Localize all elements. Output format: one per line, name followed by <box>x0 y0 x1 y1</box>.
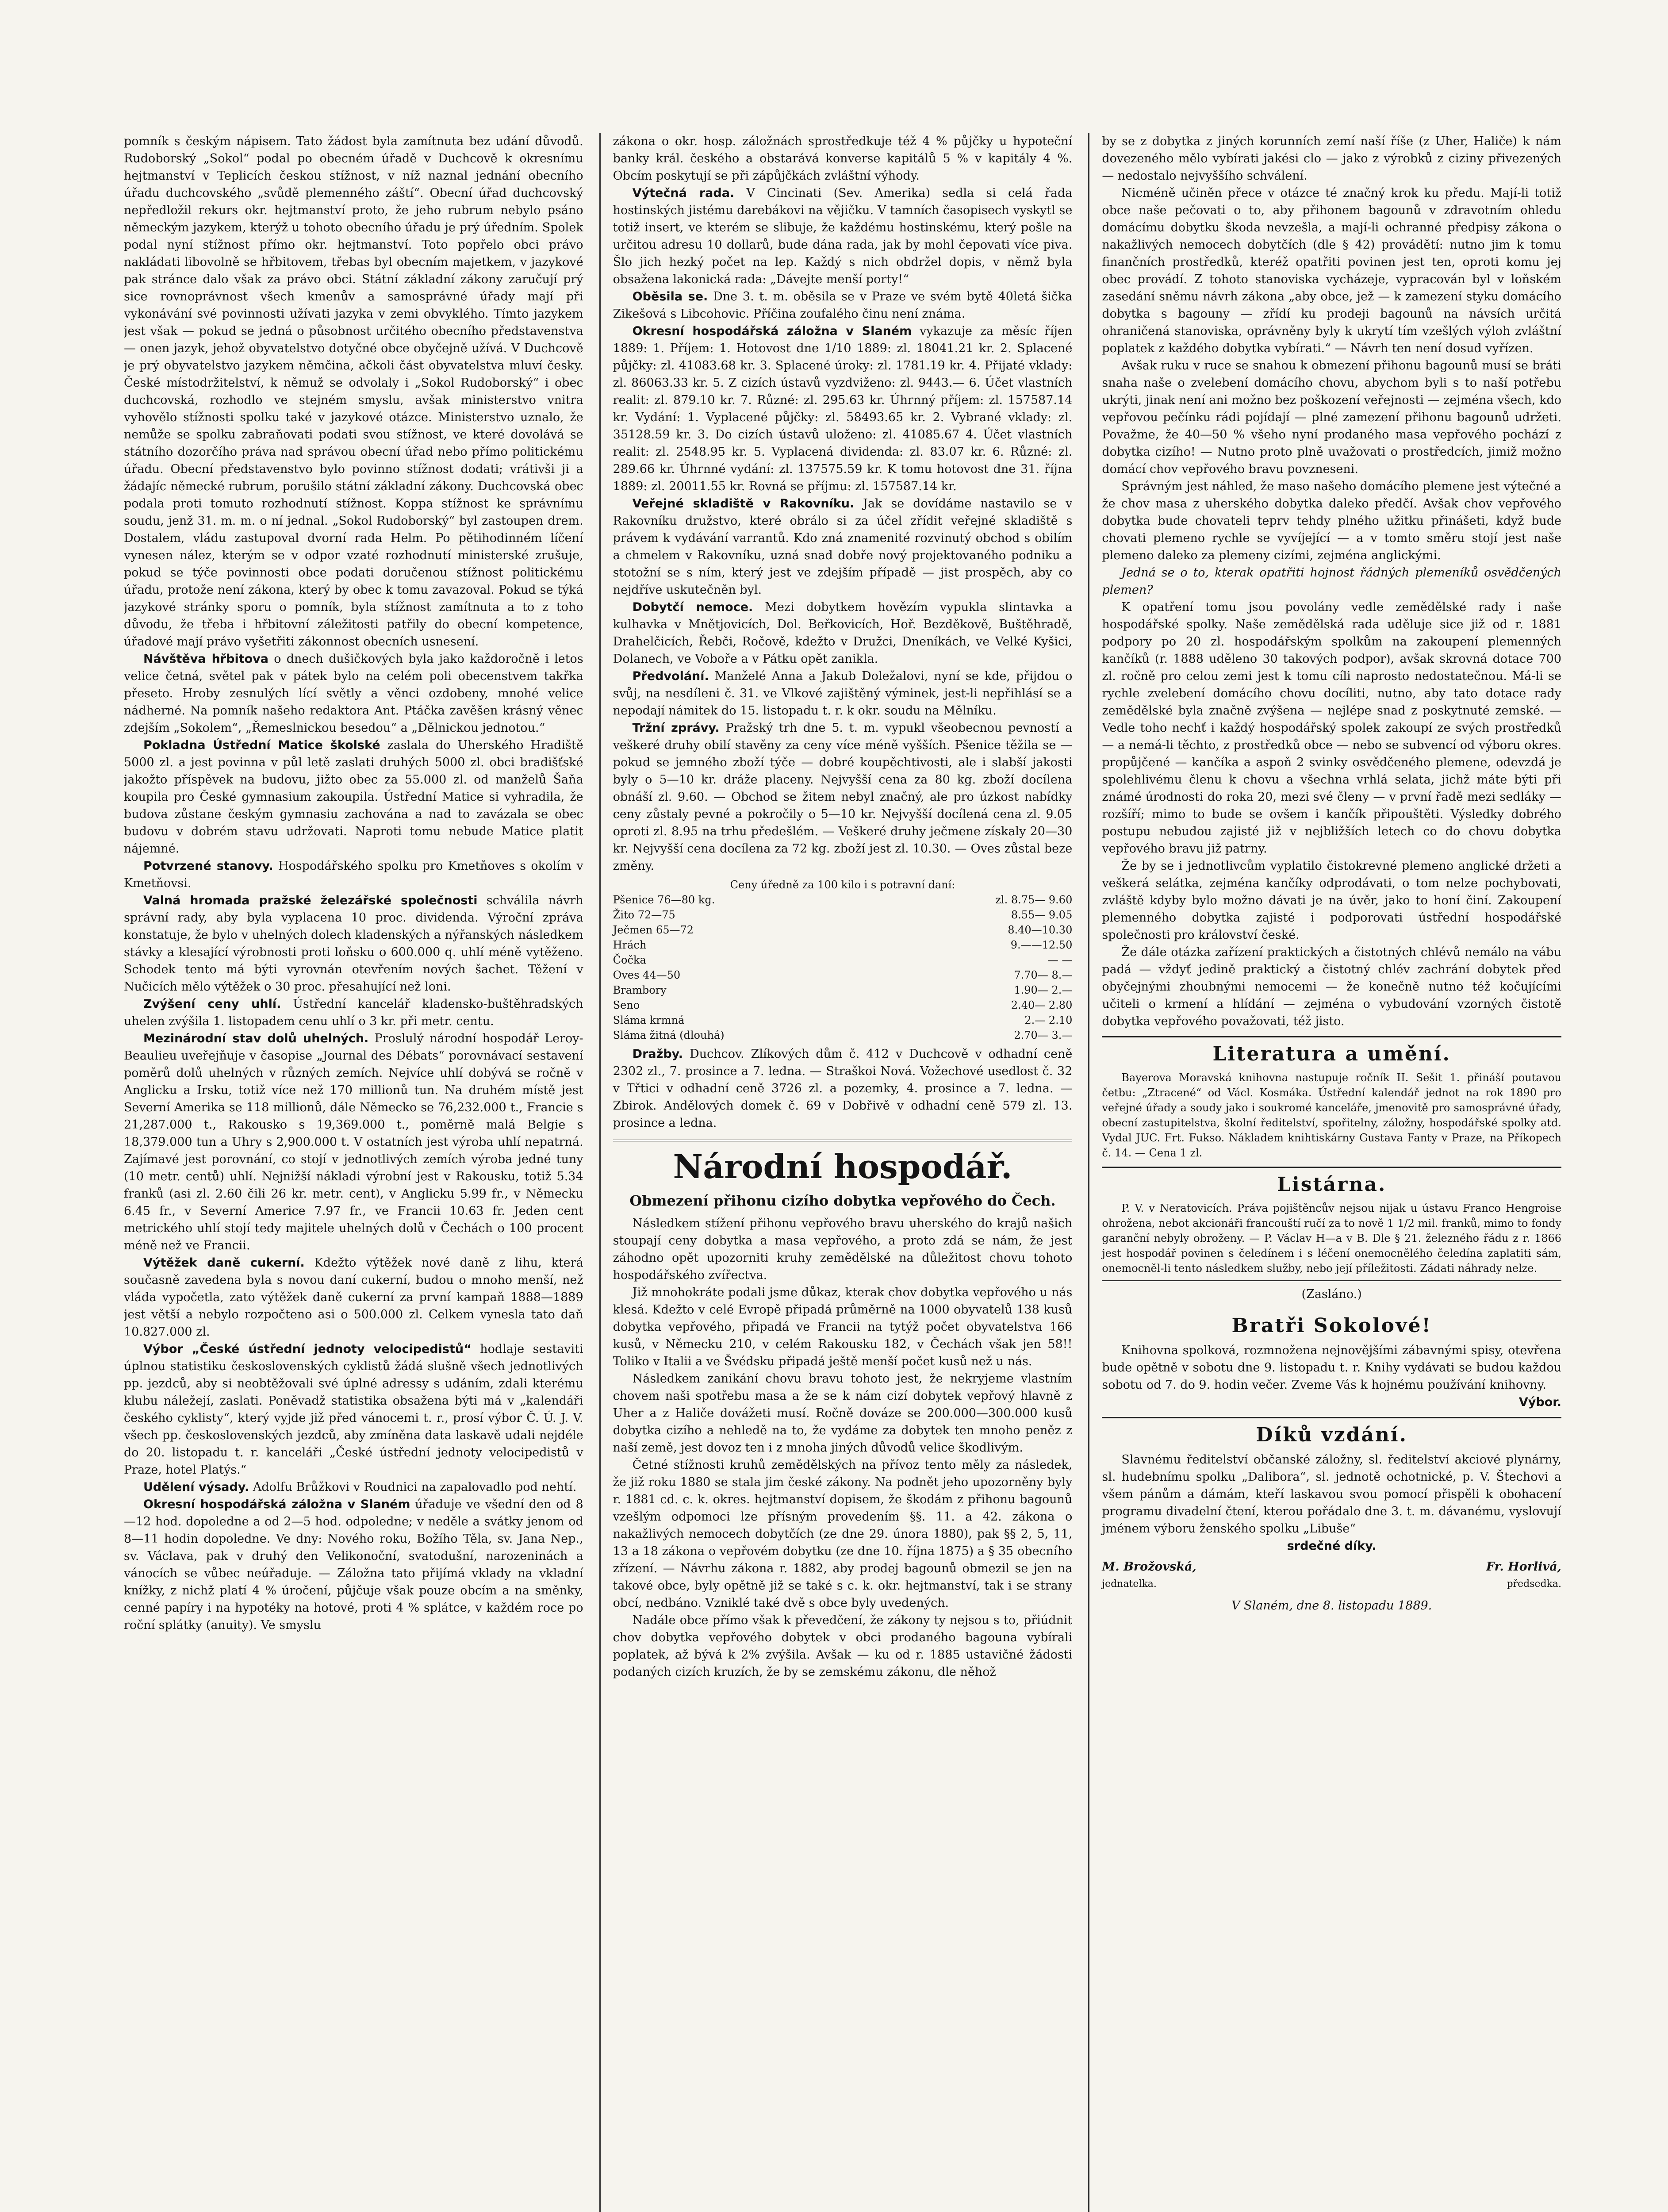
news-item <box>124 1479 583 1496</box>
article-paragraph: Následkem zanikání chovu bravu tohoto jest, že nekryjeme vlastním chovem naši spotřebu masa a že se k nám cizí dobytek vepřový hlavně z Uher a z Haliče dovážeti musí. Ročně dováze se 200.000—300.000 kusů dobytka cizího a nehledě na to, že vydáme za dobytek ten mnoho peněz z naší země, jest dovoz ten i z mnoha jiných důvodů velice škodlivým. <box>613 1372 1073 1455</box>
signature-right <box>1486 1558 1561 1593</box>
news-text: Proslulý národní hospodář Leroy-Beaulieu uveřejňuje v časopise „Journal des Débats“ porovnávací sestavení poměrů dolů uhelných v různých zemích. Nejvíce uhlí dobývá se ročně v Anglicku a Irsku, totiž více než 170 millionů tun. Na druhém místě jest Severní Amerika se 118 millionů, dále Německo se 76,232.000 t., Francie s 21,287.000 t., Rakousko s 19,369.000 t., poměrně malá Belgie s 18,379.000 tun a Uhry s 2,900.000 t. V ostatních jest výroba uhlí nepatrná. Zajímavé jest porovnání, co stojí v jednotlivých zemích výroba jedné tuny (10 metr. centů) uhlí. Nejnižší nákladi výrobní jest v Rakousku, totiž 5.34 franků (asi zl. 2.60 čili 26 kr. metr. cent), v Anglicku 5.99 fr., v Německu 6.45 fr., v Severní Americe 7.97 fr., ve Francii 10.63 fr. Jeden cent metrického uhlí stojí tedy majitele uhelných dolů v Čechách o 100 procent méně než ve Francii. <box>124 1032 583 1252</box>
signature-name: Fr. Horlivá, <box>1486 1560 1562 1574</box>
news-heading: Okresní hospodářská záložna v Slaném <box>143 1498 410 1511</box>
section-title-letters: Listárna. <box>1102 1167 1561 1198</box>
dateline: V Slaném, dne 8. listopadu 1889. <box>1231 1599 1432 1613</box>
price-value: zl. 8.75— 9.60 <box>995 894 1073 906</box>
price-item: Čočka <box>613 954 646 966</box>
news-text: Hospodářského spolku pro Kmetňoves s okolím v Kmetňovsi. <box>124 859 583 890</box>
news-item <box>124 1254 583 1340</box>
news-heading: Dobytčí nemoce. <box>632 600 753 614</box>
price-table-title: Ceny úředně za 100 kilo i s potravní daní: <box>730 879 955 891</box>
news-text: V Cincinati (Sev. Amerika) sedla si celá řada hostinských jistému darebákovi na vějičku. V tamních časopisech vyskytl se totiž insert, ve kterém se slibuje, že každému hostinskému, který pošle na určitou adresu 10 dollarů, bude dána rada, jak by mohl čepovati více piva. Šlo jich hezký počet na lep. Každý s nich obdržel dopis, v němž byla obsažena lakonická rada: „Dávejte menší porty!“ <box>613 186 1073 286</box>
article-paragraph: Správným jest náhled, že maso našeho domácího plemene jest výtečné a že chov masa z uherského dobytka daleko předčí. Avšak chov vepřového dobytka bude chovateli teprv tehdy plného užitku přinášeti, když bude chovati plemeno rychle se vyvíjející — a v tomto směru stojí jest naše plemeno daleko za plemeny cizími, zejména anglickými. <box>1102 480 1562 562</box>
news-item <box>124 1340 583 1479</box>
price-item: Sláma žitná (dlouhá) <box>613 1029 725 1041</box>
price-value: 2.40— 2.80 <box>1011 999 1073 1011</box>
column-2 <box>599 133 1073 2212</box>
news-heading: Předvolání. <box>632 669 709 683</box>
thanks-closing: srdečné díky. <box>1287 1539 1377 1553</box>
price-value: 8.55— 9.05 <box>1011 909 1073 921</box>
sokol-text: Knihovna spolková, rozmnožena nejnovějšími zábavnými spisy, otevřena bude opětně v sobotu dne 9. listopadu t. r. Knihy vydávati se budou každou sobotu od 7. do 9. hodin večer. Zveme Vás k hojnému používání knihovny. <box>1102 1344 1562 1392</box>
news-text: Mezi dobytkem hovězím vypukla slintavka a kulhavka v Mnětjovicích, Dol. Beřkovicích, Hoř. Bezděkově, Buštěhradě, Drahelčicích, Řebči, Ročově, kdežto v Družci, Dneníkách, ve Velké Kyšici, Dolanech, ve Voboře a v Pátku opět zanikla. <box>613 600 1073 666</box>
signature-name: M. Brožovská, <box>1102 1560 1196 1574</box>
news-text: úřaduje ve všední den od 8—12 hod. dopoledne a od 2—5 hod. odpoledne; v neděle a svátky jenom od 8—11 hodin dopoledne. Ve dny: Nového roku, Božího Těla, sv. Jana Nep., sv. Václava, pak v druhý den Velikonoční, svatodušní, narozeninách a vánocích se vůbec neúřaduje. — Záložna tato přijímá vklady na vkladní knížky, z nichž platí 4 % úročení, půjčuje však pouze obcím a na směnky, cenné papíry i na hypotéky na hotové, proti 4 % splátce, v každém roce po roční splátky (anuity). Ve smyslu <box>124 1498 583 1632</box>
committee-signature: Výbor. <box>1518 1395 1562 1409</box>
price-item: Pšenice 76—80 kg. <box>613 894 715 906</box>
news-heading: Valná hromada pražské železářské společnosti <box>143 894 478 907</box>
article-paragraph: Následkem stížení přihonu vepřového bravu uherského do krajů našich stoupají ceny dobytka a masa vepřového, a proto zdá se nám, že jest záhodno opět upozorniti kruhy zemědělské na důležitost chovu tohoto hospodářského zvířectva. <box>613 1217 1073 1282</box>
news-heading: Udělení výsady. <box>143 1480 249 1494</box>
price-row <box>613 1013 1073 1028</box>
news-text: vykazuje za měsíc říjen 1889: 1. Příjem: 1. Hotovost dne 1/10 1889: zl. 18041.21 kr. 2. Splacené půjčky: zl. 41083.68 kr. 3. Splacené úroky: zl. 1781.19 kr. 4. Přijaté vklady: zl. 86063.33 kr. 5. Z cizích ústavů vyzdviženo: zl. 9443.— 6. Účet vlastních realit: zl. 879.10 kr. 7. Různé: zl. 295.63 kr. Úhrnný příjem: zl. 157587.14 kr. Vydání: 1. Vyplacené půjčky: zl. 58493.65 kr. 2. Vybrané vklady: zl. 35128.59 kr. 3. Do cizích ústavů uloženo: zl. 41085.67 4. Účet vlastních realit: zl. 2548.95 kr. 5. Vyplacená dividenda: zl. 83.07 kr. 6. Různé: zl. 289.66 kr. Úhrnné vydání: zl. 137575.59 kr. K tomu hotovost dne 31. října 1889: zl. 20011.55 kr. Rovná se příjmu: zl. 157587.14 kr. <box>613 324 1073 493</box>
article-subtitle: Obmezení přihonu cizího dobytka vepřového do Čech. <box>629 1192 1056 1209</box>
article-text: zákona o okr. hosp. záložnách sprostředkuje též 4 % půjčky u hypoteční banky král. českého a obstarává konverse kapitálů 5 % v kapitály 4 %. Obcím poskytují se při zápůjčkách zvláštní výhody. <box>613 134 1073 183</box>
price-item: Žito 72—75 <box>613 909 675 921</box>
signature-role: jednatelka. <box>1102 1578 1157 1590</box>
price-value: 2.— 2.10 <box>1024 1014 1073 1026</box>
news-item <box>613 719 1073 875</box>
divider <box>1102 1280 1561 1281</box>
news-heading: Zvýšení ceny uhlí. <box>143 997 281 1011</box>
news-heading: Výtečná rada. <box>632 186 735 200</box>
article-paragraph: Četné stížnosti kruhů zemědělských na přívoz tento měly za následek, že již roku 1880 se stala jim české zákony. Na podnět jeho upozorněny byly r. 1881 cd. c. k. okres. hejtmanství dopisem, že škodám z přihonu bagounů vzešlým odpomoci lze přísným provedením §§. 11. a 42. zákona o nakažlivých nemocech dobytčích (ze dne 29. února 1880), pak §§ 2, 5, 11, 13 a 18 zákona o vepřovém dobytku (ze dne 10. října 1875) a § 35 obecního zřízení. — Návrhu zákona r. 1882, aby prodej bagounů obmezil se jen na takové obce, byly opětně již se také s c. k. okr. hejtmanství, tak i se strany obcí, nedbáno. Vzniklé také dvě s obce byly uvedených. <box>613 1458 1073 1610</box>
price-row <box>613 968 1073 983</box>
price-row <box>613 1028 1073 1043</box>
news-heading: Mezinárodní stav dolů uhelných. <box>143 1032 369 1045</box>
article-paragraph: Že by se i jednotlivcům vyplatilo čistokrevné plemeno anglické držeti a veškerá selátka, zejména kančíky odprodávati, o tom nelze pochybovati, zvláště kdyby bylo možno dávati je na úvěr, jako to honí činí. Zakoupení plemenného dobytka zajisté i podporovati ústřední hospodářské společnosti pro království české. <box>1102 859 1562 942</box>
article-paragraph: Že dále otázka zařízení praktických a čistotných chlévů nemálo na vábu padá — vždyť jedině praktický a čistotný chlév zachrání dobytek před obyčejnými zhoubnými nemocemi — že konečně nutno též kočujícími učiteli o krmení a hlídání — zejména o vybudování vzorných čistotě dobytka vepřového považovati, též jisto. <box>1102 945 1562 1028</box>
news-item <box>613 288 1073 323</box>
article-paragraph: Již mnohokráte podali jsme důkaz, kterak chov dobytka vepřového u nás klesá. Kdežto v celé Evropě připadá průměrně na 1000 obyvatelů 138 kusů dobytka vepřového, připadá ve Francii na tytýž počet obyvatelstva 166 kusů, v Německu 210, v celém Rakousku 182, v Čechách však jen 58!! Toliko v Italii a ve Švédsku připadá ještě menší počet kusů než u nás. <box>613 1286 1073 1368</box>
signature-role: předsedka. <box>1507 1578 1562 1590</box>
news-heading: Veřejné skladiště v Rakovníku. <box>632 497 855 511</box>
section-title-thanks: Díků vzdání. <box>1102 1417 1561 1448</box>
price-value: — — <box>1047 954 1073 966</box>
column-1 <box>124 133 583 2212</box>
article-paragraph: Avšak ruku v ruce se snahou k obmezení přihonu bagounů musí se bráti snaha naše o zvelebení domácího chovu, abychom byli s to naší potřebu ukrýti, jinak není ani možno bez poškození veřejnosti — zejména všech, kdo vepřovou pečínku rádi pojídají — plné zamezení přihonu bagounů udržeti. Považme, že 40—50 % všeho nyní prodaného masa vepřového pochází z dobytka cizího! — Nutno proto plně uvažovati o prostředcích, jimiž možno domácí chov vepřového bravu povzneseni. <box>1102 359 1562 476</box>
price-row <box>613 937 1073 952</box>
price-row <box>613 998 1073 1013</box>
price-value: 7.70— 8.— <box>1014 969 1073 981</box>
article-paragraph: Nadále obce přímo však k převedčení, že zákony ty nejsou s to, přiúdnit chov dobytka vepřového dobytek v obci prodaného bagouna vybírali poplatek, až bývá k 2% zvýšila. Avšak — ku od r. 1885 ustavičné žádosti podaných cizích kruzích, že by se zemskému zákonu, dle něhož <box>613 1613 1073 1679</box>
news-text: schválila návrh správní rady, aby byla vyplacena 10 proc. dividenda. Výroční zpráva konstatuje, že bylo v uhelných dolech kladenských a nýřanských následkem stávky a klesající výrobnosti proti loňsku o 600.000 q. uhlí méně vytěženo. Schodek tento má býti vyrovnán otevřením nových šachet. Těžení v Nučicích mělo výtěžek o 30 proc. přesahující než loni. <box>124 894 583 994</box>
signature-left <box>1102 1558 1196 1593</box>
news-heading: Dražby. <box>632 1047 683 1061</box>
news-heading: Pokladna Ústřední Matice školské <box>143 738 380 752</box>
section-title-national-economist: Národní hospodář. <box>613 1140 1073 1188</box>
news-item <box>124 737 583 857</box>
news-text: Duchcov. Zlíkových dům č. 412 v Duchcově v odhadní ceně 2302 zl., 7. prosince a 7. ledna. — Straškoi Nová. Vožechové usedlost č. 32 v Třtici v odhadní ceně 3726 zl. a pozemky, 4. prosince a 7. ledna. — Zbirok. Andělových domek č. 69 v Dobřivě v odhadní ceně 579 zl. 13. prosince a ledna. <box>613 1047 1073 1130</box>
signatures <box>1102 1558 1561 1593</box>
news-heading: Výtěžek daně cukerní. <box>143 1256 305 1270</box>
price-table <box>613 877 1073 1043</box>
news-text: hodlaje sestaviti úplnou statistiku československých cyklistů žádá slušně všech jednotlivých pp. jezdců, aby si neobtěžovali své úplné adressy s udáním, zdali kterému klubu náležejí, zaslati. Poněvadž statistika obsažena býti má v „kalendáři českého cyklisty“, který vyjde již před vánocemi t. r., prosí výbor Č. Ú. J. V. všech pp. československých jezdců, aby zmíněna data laskavě udali nejdéle do 20. listopadu t. r. kanceláři „České ústřední jednoty velocipedistů v Praze, hotel Platýs.“ <box>124 1342 583 1477</box>
price-item: Brambory <box>613 984 667 996</box>
price-item: Ječmen 65—72 <box>613 924 694 936</box>
news-text: Jak se dovídáme nastavilo se v Rakovníku družstvo, které obrálo si za účel zřídit veřejné skladiště s právem k vydávání varrantů. Kdo zná znamenité rozvinutý obchod s obilím a chmelem v Rakovníku, uzná snad dobře nový projektovaného podniku a stotožní se s ním, který jest ve zdejším případě — jist prospěch, aby co nejdříve uskutečněn byl. <box>613 497 1073 597</box>
sokol-heading: Bratři Sokolové! <box>1231 1314 1432 1337</box>
news-heading: Okresní hospodářská záložna v Slaném <box>632 324 912 338</box>
news-text: Ústřední kancelář kladensko-buštěhradských uhelen zvýšila 1. listopadem cenu uhlí o 3 kr. při metr. centu. <box>124 997 583 1028</box>
news-item <box>613 495 1073 599</box>
price-value: 8.40—10.30 <box>1008 924 1073 936</box>
price-row <box>613 892 1073 907</box>
news-text: o dnech dušičkových byla jako každoročně i letos velice četná, světel pak v pátek bylo na celém poli obecenstvem takřka přeseto. Hroby zesnulých lící světly a věnci ozdobeny, mnohé velice nádherné. Na pomník našeho redaktora Ant. Ptáčka zavěšen krásný věnec zdejším „Sokolem“, „Řemeslnickou besedou“ a „Dělnickou jednotou.“ <box>124 652 583 735</box>
price-value: 9.——12.50 <box>1010 939 1073 951</box>
price-row <box>613 922 1073 937</box>
letters-text: P. V. v Neratovicích. Práva pojištěncův nejsou nijak u ústavu Franco Hengroise ohrožena, nebot akcionáři francouští ručí za to nově 1 1/2 mil. franků, mimo to fondy garanční nebyly obroženy. — P. Václav H—a v B. Dle § 21. železného řádu z r. 1866 jest hospodář povinen s čeledínem i s léčení onemocnělého čeledína zaplatiti sám, onemocněl-li tento následkem služby, nebo její příležitosti. Zádati náhrady nelze. <box>1102 1202 1562 1275</box>
newspaper-page <box>124 133 1561 2212</box>
price-value: 1.90— 2.— <box>1014 984 1073 996</box>
news-text: Adolfu Brůžkovi v Roudnici na zapalovadlo pod nehtí. <box>253 1480 577 1494</box>
news-heading: Potvrzené stanovy. <box>143 859 273 873</box>
price-item: Oves 44—50 <box>613 969 681 981</box>
news-text: Manželé Anna a Jakub Doležalovi, nyní se kde, přijdou o svůj, na nesdíleni č. 31. ve Vlkové zajištěný výminek, jest-li nepřihlásí se a nepodají námitek do 15. listopadu t. r. k okr. soudu na Mělníku. <box>613 669 1073 718</box>
article-paragraph: Jedná se o to, kterak opatřiti hojnost řádných plemeníků osvědčených plemen? <box>1102 566 1562 597</box>
news-item <box>124 1496 583 1634</box>
news-item <box>613 323 1073 495</box>
news-item <box>124 650 583 737</box>
literature-text: Bayerova Moravská knihovna nastupuje ročník II. Sešit 1. přináší poutavou četbu: „Ztracené“ od Václ. Kosmáka. Ústřední kalendář jednot na rok 1890 pro veřejné úřady a soudy jako i soukromé kanceláře, jmenovitě pro samosprávné úřady, obecní zastupitelstva, školní ředitelství, spořitelny, záložny, hospodářské spolky atd. Vydal JUC. Frt. Fukso. Nákladem knihtiskárny Gustava Fanty v Praze, na Příkopech č. 14. — Cena 1 zl. <box>1102 1071 1562 1159</box>
news-item <box>124 857 583 892</box>
news-text: Dne 3. t. m. oběsila se v Praze ve svém bytě 40letá šička Zikešová s Libcohovic. Příčina zoufalého činu není známa. <box>613 290 1073 321</box>
article-paragraph: by se z dobytka z jiných korunních zemí naší říše (z Uher, Haliče) k nám dovezeného mělo vybírati jakési clo — jako z výrobků z ciziny přivezených — nedostalo nejvyššího schválení. <box>1102 134 1562 183</box>
price-value: 2.70— 3.— <box>1014 1029 1073 1041</box>
price-row <box>613 952 1073 968</box>
price-row <box>613 907 1073 922</box>
news-item <box>613 668 1073 719</box>
news-item <box>613 184 1073 288</box>
news-text: Pražský trh dne 5. t. m. vypukl všeobecnou pevností a veškeré druhy obilí stavěny za ceny více méně vyšších. Pšenice těžila se — pokud se jemného zboží týče — dobré koupěchtivosti, ale i slabší jakosti byly o 5—10 kr. dráže placeny. Nejvyšší cena za 80 kg. zboží docílena obnáší zl. 9.60. — Obchod se žitem nebyl značný, ale pro úzkost nabídky ceny zůstaly pevné a pokročily o 5—10 kr. Nejvyšší docílená cena zl. 9.05 oproti zl. 8.95 na trhu předešlém. — Veškeré druhy ječmene získaly 20—30 kr. Nejvyšší cena docílena za 72 kg. zboží jest zl. 10.30. — Oves zůstal beze změny. <box>613 721 1073 873</box>
news-item <box>124 1030 583 1254</box>
article-text: pomník s českým nápisem. Tato žádost byla zamítnuta bez udání důvodů. Rudoborský „Sokol“ podal po obecném úřadě v Duchcově k okresnímu hejtmanství v Teplicích českou stížnost, v níž naznal jednání obecního úřadu duchcovského „svůdě plemenného záští“. Obecní úřad duchcovský nepředložil rekurs okr. hejtmanství proto, že jeho rubrum nebylo psáno německým jazykem, kterýž u tohoto obecního úřadu je prý úředním. Spolek podal nyní stížnost přímo okr. hejtmanství. Toto popřelo obci právo nakládati libovolně se hřbitovem, třebas byl obecním majetkem, v jazykové pak stránce dalo však za právo obci. Státní základní zákony zaručují prý sice rovnoprávnost všech kmenův a samosprávné úřady mají při vykonávání své povinnosti užívati jazyka v zemi obvyklého. Tímto jazykem jest však — pokud se jedná o působnost určitého obecního představenstva — onen jazyk, jehož obyvatelstvo dotyčné obce obyčejně užívá. V Duchcově je prý obyvatelstvo jazykem němčina, ačkoli část obyvatelstva mluví česky. České místodržitelství, k němuž se odvolaly i „Sokol Rudoborský“ i obec duchcovská, rozhodlo ve stejném smyslu, avšak ministerstvo vnitra vyhovělo stížnosti spolku také v jazykové otázce. Ministerstvo uznalo, že nemůže se spolku zabraňovati podati svou stížnost, ve které dovolává se státního dozorčího práva nad správou obecní úřad nebo přímo politickému úřadu. Obecní představenstvo bylo povinno stížnost dodati; vrátivši ji a žádajíc německé rubrum, porušilo státní základní zákony. Duchcovská obec podala proti tomuto rozhodnutí stížnost. Koppa stížnost ke správnímu soudu, jenž 31. m. m. o ní jednal. „Sokol Rudoborský“ byl zastoupen drem. Dostalem, vládu zastupoval dvorní rada Helm. Po pětihodinném líčení vynesen nález, kterým se v odpor vzaté rozhodnutí ministerské zrušuje, pokud se týče povinnosti obce podati doručenou stížnost politickému úřadu, protože není zákona, který by obec k tomu zavazoval. Pokud se týká jazykové stránky sporu o pomník, byla stížnost zamítnuta a to z toho důvodu, že třeba i hřbitovní záležitosti patřily do obecní kompetence, úřadové mají právo vyšetřiti zákonnost obecních usnesení. <box>124 134 583 649</box>
sent-in-label: (Zasláno.) <box>1301 1287 1362 1301</box>
price-item: Sláma krmná <box>613 1014 685 1026</box>
article-paragraph: Nicméně učiněn přece v otázce té značný krok ku předu. Mají-li totiž obce naše pečovati o to, aby přihonem bagounů v zdravotním ohledu domácímu dobytku škoda nevzešla, a mají-li ochranné předpisy zákona o nakažlivých nemocech dobytčích (dle § 42) provádětí: nutno jim k tomu finančních prostředků, kteréž opatřiti povinen jest ten, oproti komu jej obec provádí. Z tohoto stanoviska vycházeje, vypracován byl v loňském zasedání sněmu návrh zákona „aby obce, jež — k zamezení styku domácího dobytka s bagouny — zřídí ku prodeji bagounů na návsích určitá ohraničená stanoviska, oprávněny byly k ukrytí tím vzešlých výloh zvláštní poplatek z každého dobytka vybírati.“ — Návrh ten není dosud vyřízen. <box>1102 186 1562 355</box>
price-row <box>613 983 1073 998</box>
news-text: Kdežto výtěžek nové daně z lihu, která současně zavedena byla s novou daní cukerní, budou o mnoho menší, než vláda vypočetla, zato výtěžek daně cukerní za první kampaň 1888—1889 jest větší a nebylo rozpočteno asi o 500.000 zl. Celkem vynesla tato daň 10.827.000 zl. <box>124 1256 583 1339</box>
news-item <box>124 892 583 995</box>
news-item <box>613 599 1073 668</box>
section-title-literature: Literatura a umění. <box>1102 1036 1561 1068</box>
article-paragraph: K opatření tomu jsou povolány vedle zemědělské rady i naše hospodářské spolky. Naše zemědělská rada uděluje sice již od r. 1881 podpory po 20 zl. hospodářským spolkům na zakoupení plemenných kančíků (r. 1888 uděleno 30 takových podpor), avšak skrovná dotace 700 zl. ročně pro celou zemi jest k tomu cíli naprosto nedostatečnou. Má-li se rychle zvelebení domácího chovu docíliti, nutno, aby tato dotace rady zemědělské byla značně zvýšena — nejlépe snad z poskytnuté zemské. — Vedle toho nechť i každý hospodářský spolek zakoupí ze svých prostředků — a nemá-li těchto, z prostředků obce — nebo se subvencí od výboru okres. propůjčené — kančíka a aspoň 2 svinky osvědčeného plemene, odevzdá je spolehlivému členu k chovu a všechna vrhlá selata, jichž máte býti při známé úrodnosti do roka 20, mezi své členy — v první řadě mezi sedláky — rozšíří; mimo to bude se ovšem i kančík připouštěti. Výsledky dobrého postupu nebudou zajisté již v nejbližších letech co do chovu dobytka vepřového bravu již patrny. <box>1102 600 1562 856</box>
news-heading: Tržní zprávy. <box>632 721 720 735</box>
news-item <box>124 995 583 1030</box>
price-item: Hrách <box>613 939 647 951</box>
thanks-text: Slavnému ředitelství občanské záložny, sl. ředitelství akciové plynárny, sl. hudebnímu spolku „Dalibora“, sl. jednotě ochotnické, p. V. Štechovi a všem pánům a dámám, kteří laskavou svou pomocí přispěli k obohacení programu divadelní čtení, kterou pořádalo dne 3. t. m. dávanému, vyslovují jménem výboru ženského spolku „Libuše“ <box>1102 1453 1562 1536</box>
news-item <box>613 1045 1073 1132</box>
price-item: Seno <box>613 999 640 1011</box>
column-3 <box>1088 133 1561 2212</box>
news-heading: Návštěva hřbitova <box>143 652 268 666</box>
news-text: zaslala do Uherského Hradiště 5000 zl. a jest povinna v půl letě zaslati druhých 5000 zl. obci bradišťské jakožto příspěvek na budovu, jižto obec za 55.000 zl. od manželů Šaňa koupila pro České gymnasium zakoupila. Ústřední Matice si vyhradila, že budova zůstane českým gymnasiu zachována a nad to zavázala se obec budovu v dobrém stavu udržovati. Naproti tomu nebude Matice platit nájemné. <box>124 738 583 856</box>
news-heading: Výbor „České ústřední jednoty velocipedistů“ <box>143 1342 472 1356</box>
news-heading: Oběsila se. <box>632 290 708 303</box>
